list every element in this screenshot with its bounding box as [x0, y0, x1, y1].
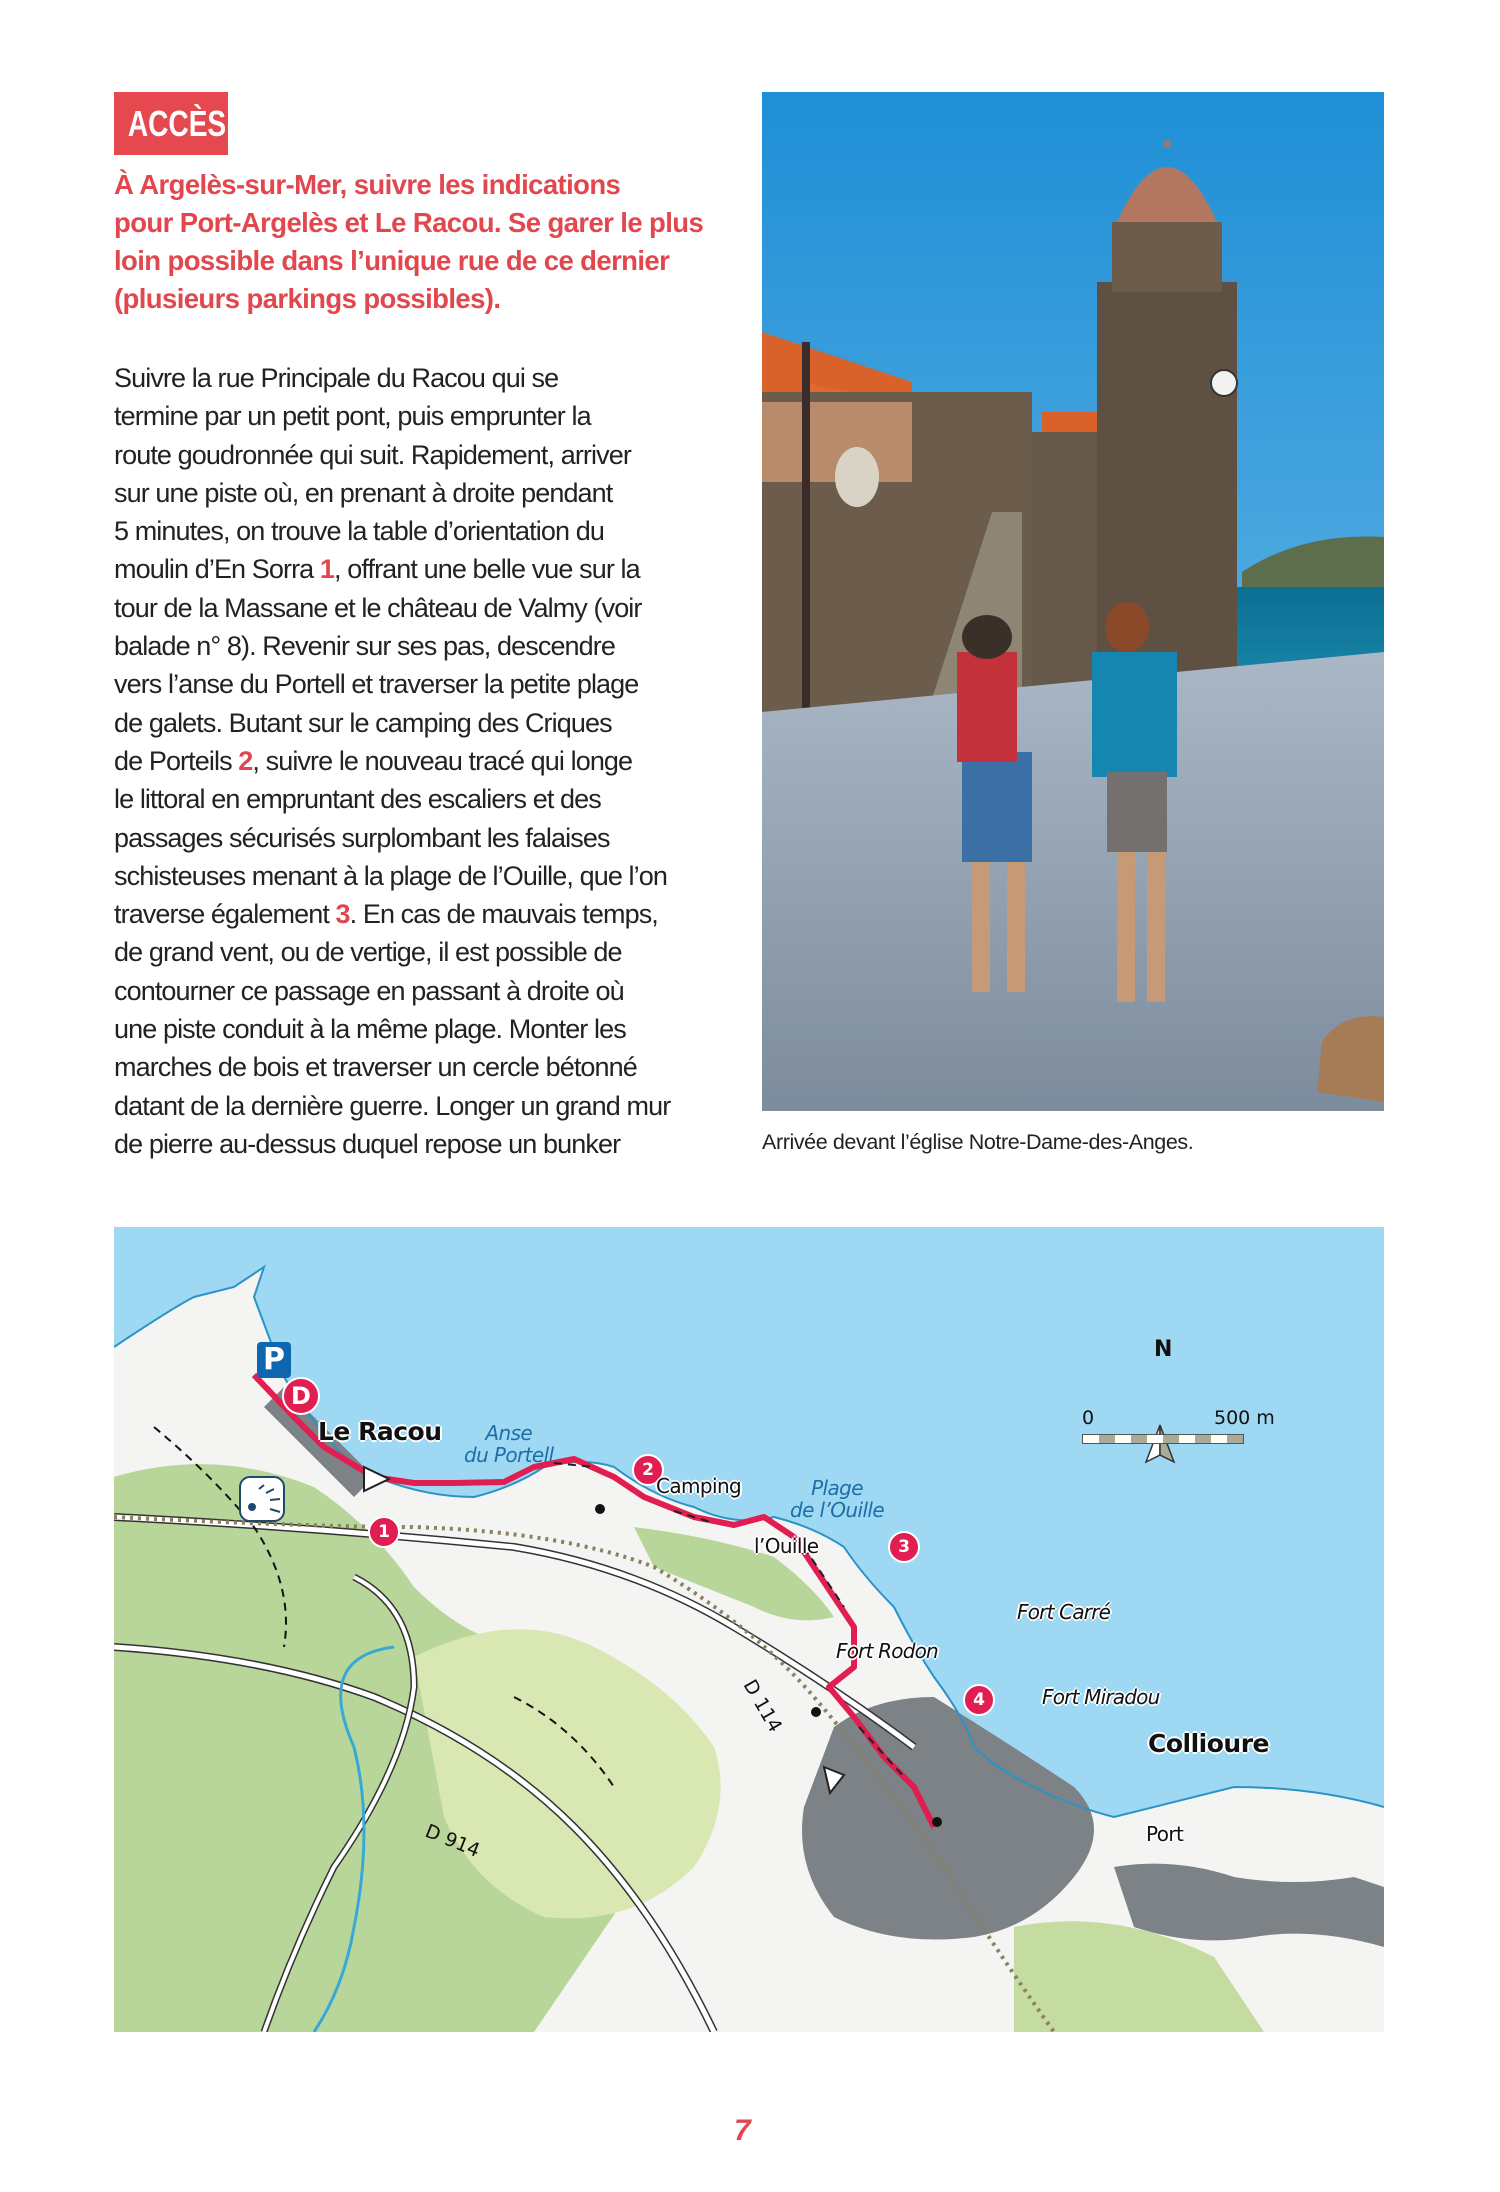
- label-camping: Camping: [656, 1474, 742, 1498]
- waypoint-marker-3: 3: [888, 1531, 920, 1563]
- text-fragment: , suivre le nouveau tracé qui longe: [252, 745, 633, 776]
- label-l-ouille: l’Ouille: [754, 1534, 819, 1558]
- acces-heading-text: ACCÈS: [127, 103, 227, 144]
- waypoint-marker-2: 2: [632, 1454, 664, 1486]
- label-anse-du-portell: [464, 1422, 554, 1466]
- text-line: route goudronnée qui suit. Rapidement, arriver: [114, 439, 631, 470]
- access-instructions: [114, 166, 734, 318]
- photo-church-collioure: [762, 92, 1384, 1111]
- access-line: loin possible dans l’unique rue de ce dernier: [114, 245, 670, 276]
- label-fort-miradou: Fort Miradou: [1042, 1685, 1160, 1709]
- waypoint-number-2: 2: [238, 745, 253, 776]
- route-description: [114, 359, 754, 1163]
- text-line: sur une piste où, en prenant à droite pendant: [114, 477, 613, 508]
- text-line: une piste conduit à la même plage. Monter les: [114, 1014, 626, 1045]
- label-road-d914: D 914: [421, 1820, 483, 1862]
- text-line: marches de bois et traverser un cercle bétonné: [114, 1052, 637, 1083]
- label-fort-rodon: Fort Rodon: [836, 1639, 938, 1663]
- scale-bar: [1082, 1434, 1244, 1444]
- label-le-racou: Le Racou: [318, 1417, 442, 1446]
- text-line: de grand vent, ou de vertige, il est possible de: [114, 937, 622, 968]
- water-label-line: du Portell: [464, 1443, 554, 1467]
- access-line: (plusieurs parkings possibles).: [114, 283, 501, 314]
- start-marker: D: [282, 1377, 320, 1415]
- text-line: schisteuses menant à la plage de l’Ouille, que l’on: [114, 860, 667, 891]
- text-line: contourner ce passage en passant à droite où: [114, 975, 624, 1006]
- waypoint-number-3: 3: [335, 899, 350, 930]
- acces-heading-badge: [114, 92, 228, 155]
- label-fort-carre: Fort Carré: [1017, 1600, 1111, 1624]
- text-fragment: , offrant une belle vue sur la: [334, 554, 640, 585]
- water-label-line: de l’Ouille: [790, 1498, 885, 1522]
- text-line: termine par un petit pont, puis emprunter la: [114, 401, 591, 432]
- water-label-line: Anse: [485, 1421, 533, 1445]
- scale-end-label: 500 m: [1214, 1407, 1275, 1429]
- waypoint-marker-1: 1: [368, 1516, 400, 1548]
- text-line: tour de la Massane et le château de Valmy (voir: [114, 592, 642, 623]
- text-fragment: . En cas de mauvais temps,: [349, 899, 658, 930]
- text-line: passages sécurisés surplombant les falaises: [114, 822, 610, 853]
- waypoint-marker-4: 4: [963, 1684, 995, 1716]
- access-line: À Argelès-sur-Mer, suivre les indications: [114, 169, 621, 200]
- waypoint-number-1: 1: [319, 554, 335, 585]
- text-line: 5 minutes, on trouve la table d’orientation du: [114, 516, 604, 547]
- water-label-line: Plage: [811, 1476, 863, 1500]
- text-line: Suivre la rue Principale du Racou qui se: [114, 363, 559, 393]
- text-line: balade n° 8). Revenir sur ses pas, descendre: [114, 631, 615, 662]
- north-label: N: [1154, 1337, 1173, 1362]
- label-port: Port: [1146, 1822, 1184, 1846]
- page-number: 7: [734, 2114, 751, 2147]
- text-line: datant de la dernière guerre. Longer un grand mur: [114, 1090, 671, 1121]
- photo-caption: Arrivée devant l’église Notre-Dame-des-Anges.: [762, 1130, 1194, 1154]
- route-map: [114, 1227, 1384, 2032]
- text-line: [114, 742, 754, 780]
- text-line: [114, 895, 754, 933]
- text-line: de pierre au-dessus duquel repose un bunker: [114, 1128, 621, 1159]
- parking-icon: P: [257, 1342, 291, 1378]
- text-line: le littoral en empruntant des escaliers et des: [114, 784, 601, 815]
- access-line: pour Port-Argelès et Le Racou. Se garer le plus: [114, 207, 704, 238]
- text-line: vers l’anse du Portell et traverser la petite plage: [114, 669, 639, 700]
- text-line: [114, 550, 754, 588]
- text-line: de galets. Butant sur le camping des Criques: [114, 707, 612, 738]
- text-fragment: moulin d’En Sorra: [114, 554, 320, 585]
- label-plage-de-l-ouille: [790, 1477, 884, 1521]
- label-collioure: Collioure: [1148, 1729, 1269, 1758]
- text-fragment: de Porteils: [114, 745, 239, 776]
- scale-start-label: 0: [1082, 1407, 1095, 1429]
- label-road-d114: D 114: [738, 1675, 787, 1737]
- text-fragment: traverse également: [114, 899, 336, 930]
